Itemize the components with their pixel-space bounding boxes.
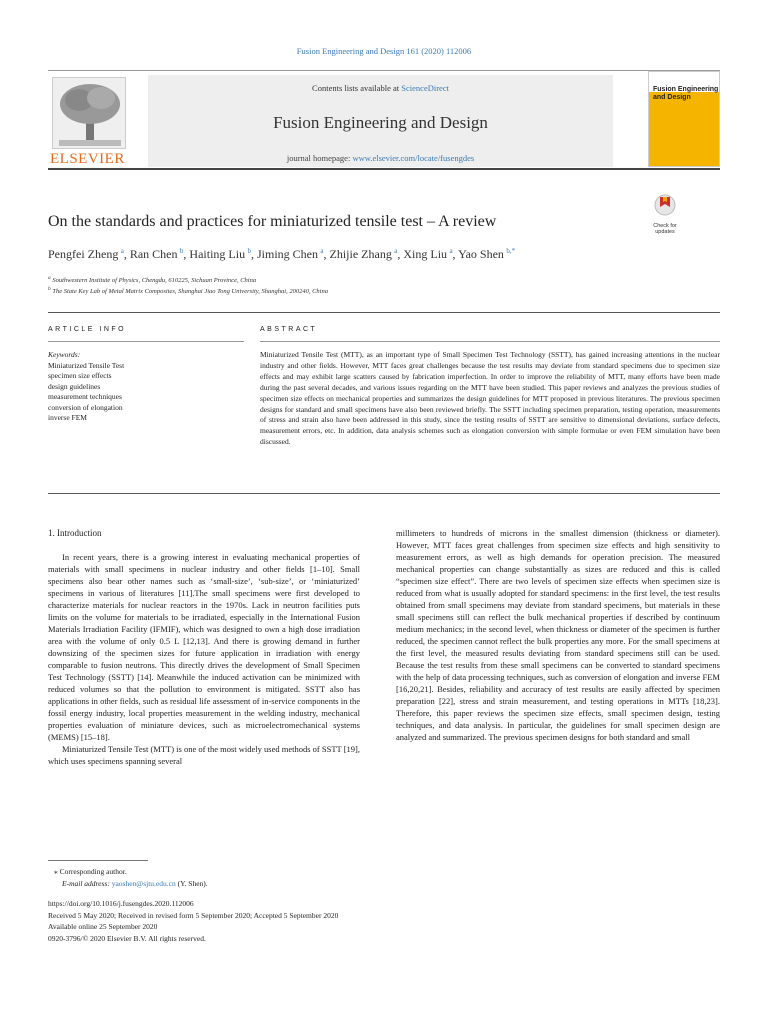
journal-masthead — [148, 75, 613, 167]
body-paragraph: Miniaturized Tensile Test (MTT) is one of the most widely used methods of SSTT [19], which uses specimens spanning several — [48, 744, 360, 766]
keyword: specimen size effects — [48, 371, 112, 380]
check-updates-icon — [654, 193, 676, 217]
email-note — [62, 879, 208, 889]
author: Ran Chen $^b$ — [129, 247, 184, 261]
cover-title: Fusion Engineering and Design — [653, 86, 719, 101]
body-column-left — [48, 527, 360, 767]
keywords-block — [48, 350, 244, 424]
corresponding-author-note: ⁎ Corresponding author. — [54, 867, 127, 876]
affiliation-mark: b — [48, 286, 51, 292]
homepage-link[interactable]: www.elsevier.com/locate/fusengdes — [352, 153, 475, 163]
author: Xing Liu $^a$ — [403, 247, 453, 261]
author: Yao Shen $^{b,*}$ — [458, 247, 516, 261]
issn-copyright: 0920-3796/© 2020 Elsevier B.V. All rights reserved. — [48, 934, 206, 943]
email-label: E-mail address: — [62, 879, 112, 888]
author: Haiting Liu $^b$ — [189, 247, 251, 261]
email-suffix: (Y. Shen). — [175, 879, 208, 888]
keyword: conversion of elongation — [48, 402, 123, 412]
journal-header — [48, 70, 720, 170]
footnote-rule — [48, 860, 148, 861]
body-column-right — [396, 527, 720, 743]
doi-link[interactable]: https://doi.org/10.1016/j.fusengdes.2020.112006 — [48, 899, 194, 908]
affiliation-a — [48, 275, 256, 284]
sciencedirect-link[interactable]: ScienceDirect — [401, 83, 449, 93]
elsevier-wordmark: ELSEVIER — [50, 151, 125, 167]
homepage-prefix: journal homepage: — [286, 153, 353, 163]
contents-line — [148, 83, 613, 93]
author: Zhijie Zhang $^a$ — [329, 247, 398, 261]
affiliation-mark: a — [48, 275, 51, 281]
article-info-rule — [48, 341, 244, 342]
homepage-line — [148, 153, 613, 163]
article-title: On the standards and practices for miniaturized tensile test – A review — [48, 213, 497, 230]
contents-prefix: Contents lists available at — [312, 83, 402, 93]
body-paragraph: In recent years, there is a growing interest in evaluating mechanical properties of materials with small specimens in nuclear industry and other fields [1–10]. Small specimens also bear other names such as ‘small-size’, ‘sub-size’, or ‘miniaturized’ specimens in various of literatures [11].The small specimens were first developed to characterize materials for nuclear reactors in the 1970s. Lack in neutron facilities puts limits on the volume for materials to be irradiated, especially in the International Fusion Materials Irradiation Facility (IFMIF), which was designed to own a high dose irradiation area with the volume of only 0.5 L [12,13]. And there is growing demand in further downsizing of the specimen sizes for future application in irradiation with energy comparable to fusion neutrons. This directly drives the development of Small Specimen Test Technology (SSTT) [14]. Meanwhile the induced activation can be minimized with reduced volumes so that the pollution to environment is mitigated. SSTT also has applications in other fields, such as residual life assessment of in-service components in the fossil energy industry, local properties measurement in the welding industry, mechanical properties evaluation of miniature devices, such as microelectromechanical systems (MEMS) [15–18]. — [48, 552, 360, 742]
affiliation-text: The State Key Lab of Metal Matrix Composites, Shanghai Jiao Tong University, Shanghai, 200240, China — [52, 288, 328, 296]
check-updates-label: Check for updates — [653, 223, 677, 235]
header-divider — [48, 312, 720, 313]
abstract-heading: ABSTRACT — [260, 326, 318, 333]
abstract-text: Miniaturized Tensile Test (MTT), as an important type of Small Specimen Test Technology (SSTT), has gained increasing attentions in the nuclear industry and other fields. However, MTT faces great challenges because the test results may deviate from standard specimens due to specimen size effects and may exhibit large scatters caused by fabrication imperfection. In order to improve the reliability of MTT, many efforts have been made during the past several decades, and various issues regarding on the MTT have been studied. This paper reviews and analyzes the previous studies of specimen size effects on mechanical properties and summarizes the design guidelines for MTT proposed in previous literatures. The previous specimen designs for standard and small specimens have also been reviewed briefly. The SSTT including specimen preparation, testing operation, measurements of stress and strain also have been addressed in this study, since the testing results of SSTT are sensitive to dimensional deviations, surface defects, measurement errors, etc. In addition, data analysis schemes such as elongation conversion with simple formulae or even FEM simulation have been discussed. — [260, 350, 720, 447]
body-paragraph: millimeters to hundreds of microns in the smallest dimension (thickness or diameter). However, MTT faces great challenges from specimen size effects and high sensitivity to measurement errors, as well as high demands for operation precision. The measured mechanical properties can change substantially as sizes are reduced and this is called “specimen size effect”. There are two levels of specimen size effects when specimen size is reduced from what is usually adopted for standard specimens: in the first level, the test results obtained from small specimens may deviate from standard specimens, but materials in these small specimens still can reflect the bulk mechanical properties if described by continuum medium mechanics; in the second level, when thickness or diameter of the specimen is further reduced, the specimen cannot reflect the bulk properties any more. For the small specimens at the first level, the measured results deviating from standard specimens still can be used. Because the test results from these small specimens can be converted to standard specimens with the help of data processing techniques, such as conversion of elongation and inverse FEM [16,20,21]. Besides, reliability and accuracy of test results are easily affected by specimen preparation [22], stress and strain measurement, and testing operations in MTTs [18,23]. Therefore, this paper reviews the specimen size effects, small specimen design, testing techniques, and data analysis. In particular, the guidelines for small specimen design are analyzed and summarized. The previous specimen designs for both standard and small — [396, 528, 720, 742]
affiliation-b — [48, 286, 328, 295]
received-dates: Received 5 May 2020; Received in revised form 5 September 2020; Accepted 5 September 2020 — [48, 911, 339, 920]
abstract-rule — [260, 341, 720, 342]
affiliation-text: Southwestern Institute of Physics, Chengdu, 610225, Sichuan Province, China — [52, 277, 257, 285]
article-info-heading: ARTICLE INFO — [48, 326, 127, 333]
journal-reference[interactable]: Fusion Engineering and Design 161 (2020) 112006 — [296, 46, 472, 56]
author-list: Pengfei Zheng $^a$, Ran Chen $^b$, Haiting Liu $^b$, Jiming Chen $^a$, Zhijie Zhang $^a$, Xing Liu $^a$, Yao Shen $^{b,*}$ — [48, 247, 516, 261]
keyword: Miniaturized Tensile Test — [48, 360, 125, 370]
section-heading-introduction: 1. Introduction — [48, 528, 102, 538]
keyword: measurement techniques — [48, 392, 122, 401]
author: Jiming Chen $^a$ — [256, 247, 324, 261]
journal-title: Fusion Engineering and Design — [273, 113, 488, 132]
keyword: inverse FEM — [48, 413, 87, 422]
email-link[interactable]: yaoshen@sjtu.edu.cn — [111, 879, 176, 888]
keywords-label: Keywords: — [48, 350, 81, 359]
elsevier-logo — [48, 75, 138, 167]
check-for-updates-button[interactable] — [648, 193, 682, 233]
online-date: Available online 25 September 2020 — [48, 922, 158, 931]
journal-cover-thumbnail[interactable] — [648, 71, 720, 167]
keyword: design guidelines — [48, 381, 101, 391]
elsevier-tree-icon — [52, 77, 126, 149]
abstract-divider — [48, 493, 720, 494]
author: Pengfei Zheng $^a$ — [48, 247, 124, 261]
